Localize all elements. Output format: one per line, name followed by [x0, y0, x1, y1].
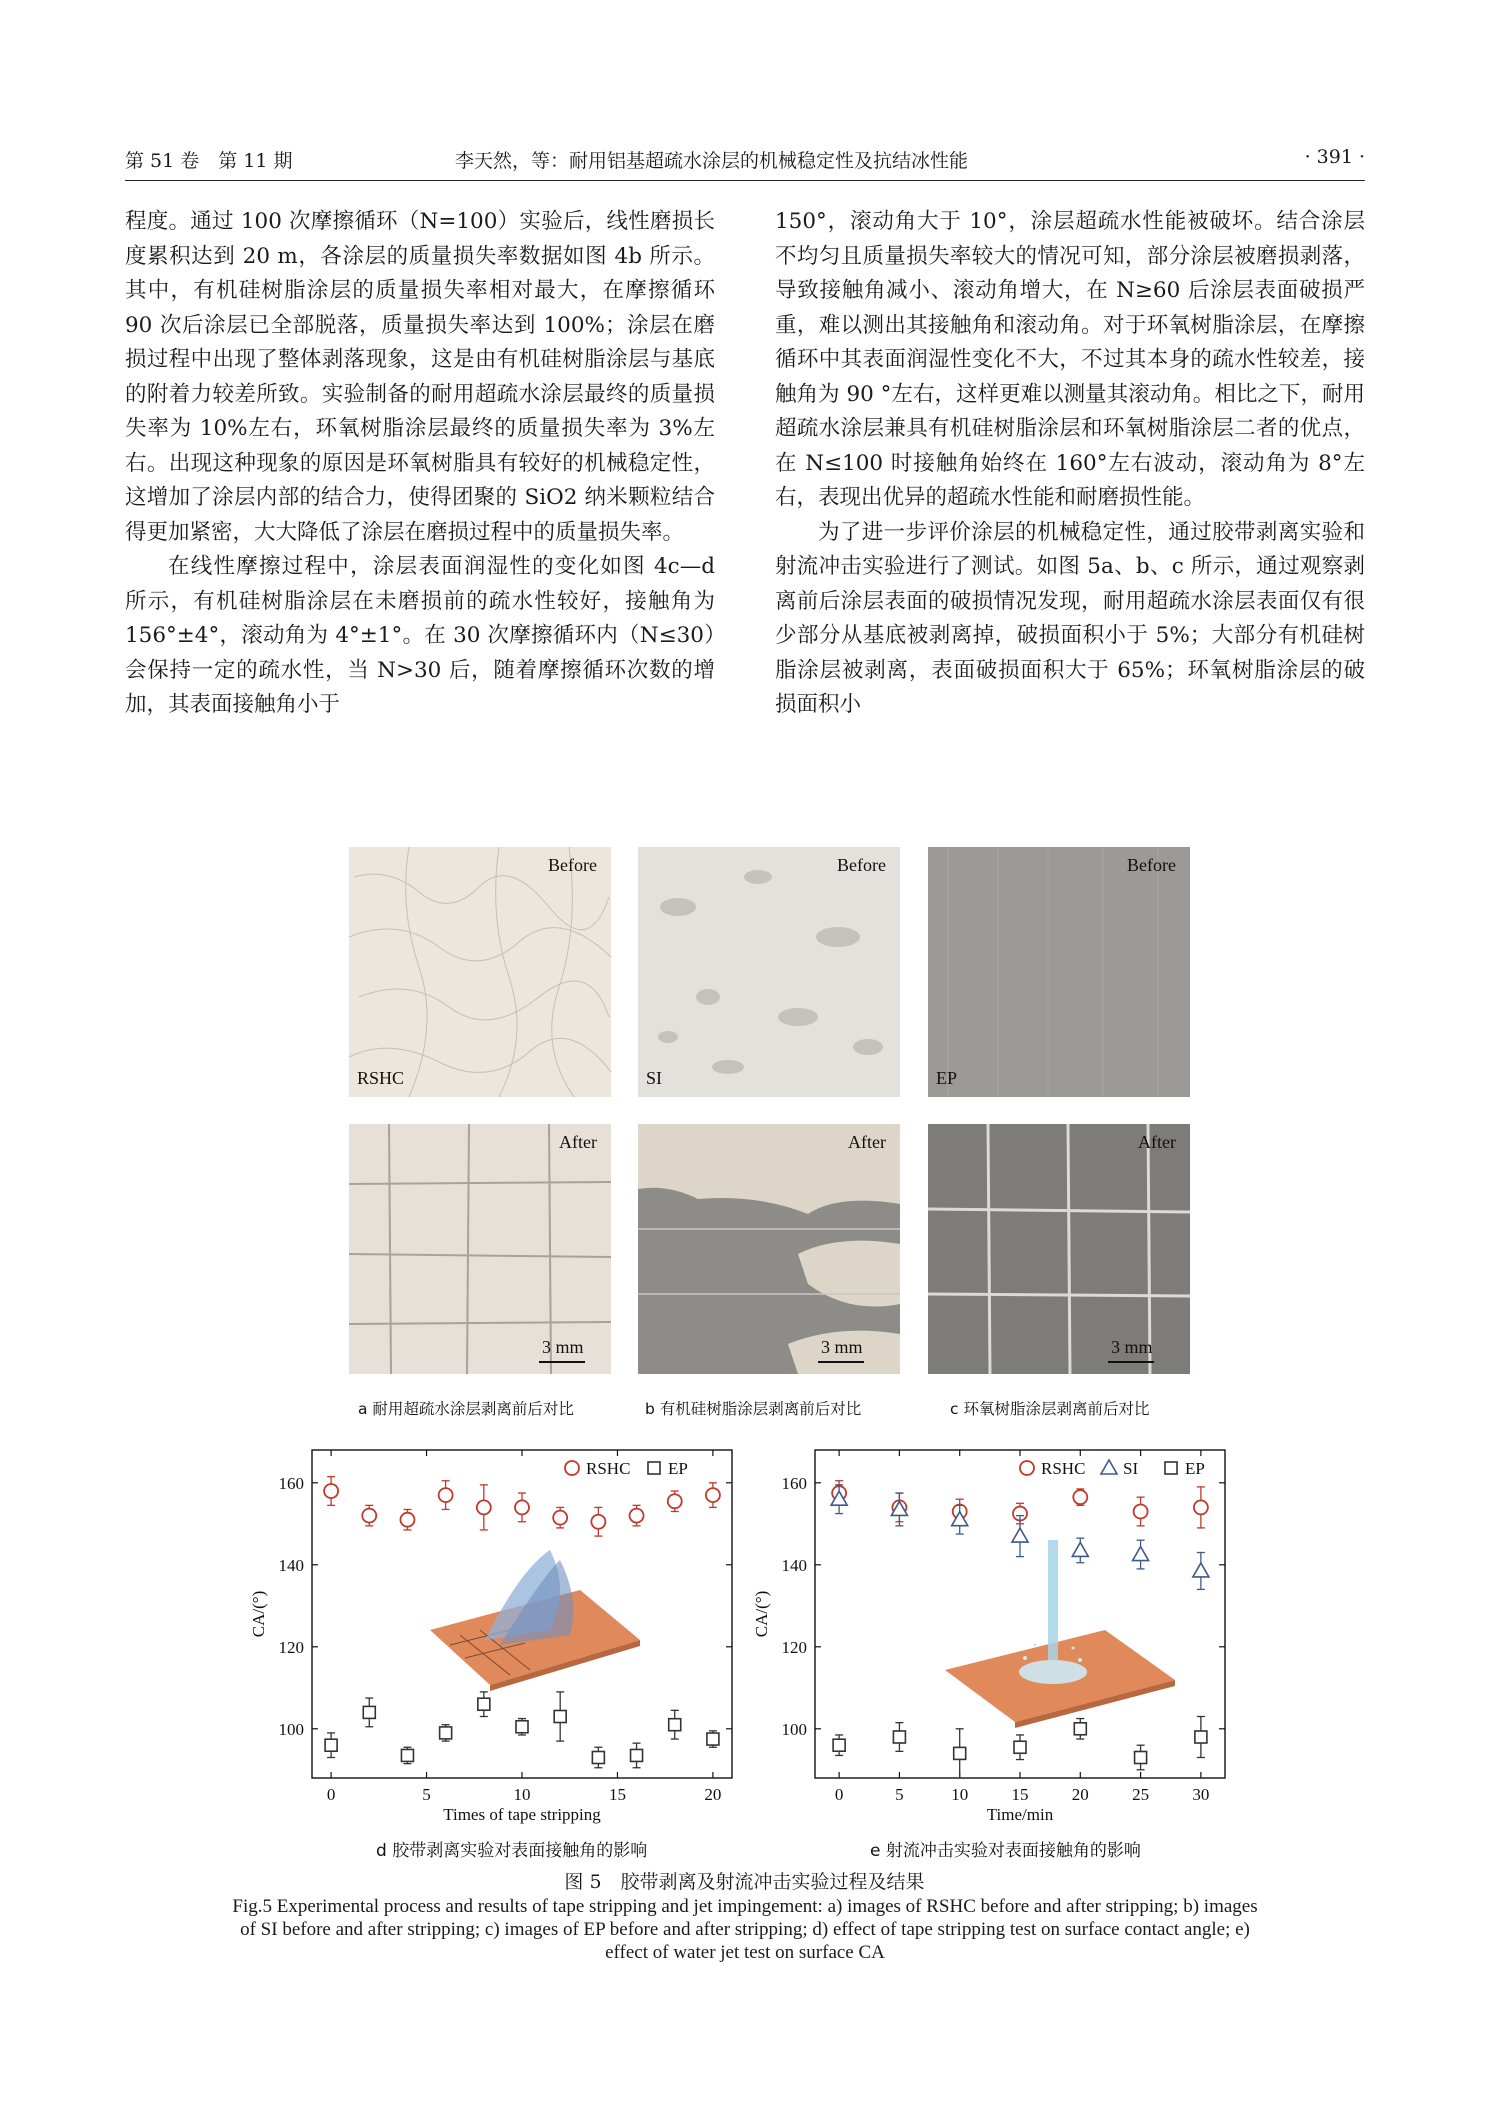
data-point: [439, 1488, 453, 1502]
data-point: [400, 1513, 414, 1527]
caption-e: e 射流冲击实验对表面接触角的影响: [870, 1841, 1141, 1861]
sample-label: SI: [646, 1068, 663, 1088]
y-tick-label: 160: [781, 1473, 807, 1493]
data-point: [1194, 1500, 1208, 1514]
rshc-after-image: [349, 1124, 611, 1374]
caption-a: a 耐用超疏水涂层剥离前后对比: [358, 1400, 574, 1418]
y-axis-label: CA/(°): [249, 1590, 268, 1638]
chart-d: [250, 1430, 750, 1840]
y-tick-label: 100: [278, 1719, 304, 1739]
series-ep: [325, 1692, 719, 1768]
x-tick-label: 15: [608, 1785, 626, 1804]
ep-after-image: [928, 1124, 1190, 1374]
data-point: [553, 1511, 567, 1525]
x-tick-label: 25: [1132, 1785, 1150, 1804]
data-point: [631, 1749, 643, 1761]
x-tick-label: 10: [951, 1785, 969, 1804]
tape-stripping-schematic: [430, 1550, 640, 1691]
data-point: [477, 1500, 491, 1514]
rshc-before-image: [349, 847, 611, 1097]
caption-b: b 有机硅树脂涂层剥离前后对比: [645, 1400, 862, 1418]
data-point: [1101, 1460, 1117, 1474]
data-point: [1074, 1723, 1086, 1735]
legend-label: SI: [1123, 1459, 1139, 1478]
right-column: [775, 205, 1365, 723]
data-point: [1165, 1462, 1177, 1474]
data-point: [1020, 1461, 1034, 1475]
x-tick-label: 15: [1011, 1785, 1029, 1804]
data-point: [707, 1733, 719, 1745]
y-axis-label: CA/(°): [752, 1590, 771, 1638]
data-point: [401, 1749, 413, 1761]
data-point: [363, 1706, 375, 1718]
header-volume: 第 51 卷 第 11 期: [125, 150, 293, 172]
data-point: [515, 1500, 529, 1514]
data-point: [1014, 1741, 1026, 1753]
chart-e: [752, 1430, 1235, 1840]
data-point: [592, 1752, 604, 1764]
caption-d: d 胶带剥离实验对表面接触角的影响: [376, 1841, 648, 1861]
data-point: [893, 1731, 905, 1743]
data-point: [1193, 1563, 1209, 1577]
before-label: Before: [837, 855, 886, 875]
x-tick-label: 0: [326, 1785, 336, 1804]
before-label: Before: [548, 855, 597, 875]
header-page-number: · 391 ·: [1304, 146, 1365, 168]
scale-bar-label: 3 mm: [1111, 1337, 1153, 1357]
data-point: [478, 1698, 490, 1710]
si-after-image: [638, 1124, 900, 1374]
data-point: [1134, 1505, 1148, 1519]
header-title: 李天然，等：耐用铝基超疏水涂层的机械稳定性及抗结冰性能: [455, 150, 969, 172]
data-point: [668, 1494, 682, 1508]
data-point: [630, 1509, 644, 1523]
y-tick-label: 140: [781, 1555, 807, 1575]
data-point: [1073, 1490, 1087, 1504]
y-tick-label: 120: [278, 1637, 304, 1657]
y-tick-label: 140: [278, 1555, 304, 1575]
running-header: [125, 146, 1365, 176]
caption-c: c 环氧树脂涂层剥离前后对比: [950, 1400, 1150, 1418]
y-tick-label: 100: [781, 1719, 807, 1739]
series-si: [831, 1485, 1209, 1590]
data-point: [954, 1747, 966, 1759]
data-point: [440, 1727, 452, 1739]
scale-bar-label: 3 mm: [821, 1337, 863, 1357]
legend-label: RSHC: [586, 1459, 631, 1478]
figure-caption-en: Fig.5 Experimental process and results of tape stripping and jet impingement: a) images of RSHC before and after stripping; b) images of SI before and after stripping; c) images of EP before and after stripping; d) effect of tape stripping test on surface contact angle; e) effect of water jet test on surface CA: [232, 1896, 1258, 1963]
data-point: [1072, 1542, 1088, 1556]
paragraph: 150°，滚动角大于 10°，涂层超疏水性能被破坏。结合涂层不均匀且质量损失率较大的情况可知，部分涂层被磨损剥落，导致接触角减小、滚动角增大，在 N≥60 后涂层表面破损严重，难以测出其接触角和滚动角。对于环氧树脂涂层，在摩擦循环中其表面润湿性变化不大，不过其本身的疏水性较差，接触角为 90 °左右，这样更难以测量其滚动角。相比之下，耐用超疏水涂层兼具有机硅树脂涂层和环氧树脂涂层二者的优点，在 N≤100 时接触角始终在 160°左右波动，滚动角为 8°左右，表现出优异的超疏水性能和耐磨损性能。: [775, 209, 1365, 510]
data-point: [591, 1515, 605, 1529]
x-tick-label: 30: [1192, 1785, 1210, 1804]
x-axis-label: Times of tape stripping: [443, 1805, 601, 1824]
paragraph: 为了进一步评价涂层的机械稳定性，通过胶带剥离实验和射流冲击实验进行了测试。如图 5a、b、c 所示，通过观察剥离前后涂层表面的破损情况发现，耐用超疏水涂层表面仅有很少部分从基底被剥离掉，破损面积小于 5%；大部分有机硅树脂涂层被剥离，表面破损面积大于 65%；环氧树脂涂层的破损面积小: [775, 519, 1365, 717]
data-point: [1135, 1752, 1147, 1764]
series-rshc: [324, 1477, 720, 1536]
left-column: [125, 205, 715, 723]
x-tick-label: 5: [895, 1785, 904, 1804]
x-axis-label: Time/min: [986, 1805, 1054, 1824]
scale-bar-label: 3 mm: [542, 1337, 584, 1357]
legend-label: RSHC: [1041, 1459, 1086, 1478]
data-point: [324, 1484, 338, 1498]
x-tick-label: 20: [704, 1785, 722, 1804]
si-before-image: [638, 847, 900, 1097]
paragraph: 程度。通过 100 次摩擦循环（N=100）实验后，线性磨损长度累积达到 20 m，各涂层的质量损失率数据如图 4b 所示。其中，有机硅树脂涂层的质量损失率相对最大，在摩擦循环 90 次后涂层已全部脱落，质量损失率达到 100%；涂层在磨损过程中出现了整体剥落现象，这是由有机硅树脂涂层与基底的附着力较差所致。实验制备的耐用超疏水涂层最终的质量损失率为 10%左右，环氧树脂涂层最终的质量损失率为 3%左右。出现这种现象的原因是环氧树脂具有较好的机械稳定性，这增加了涂层内部的结合力，使得团聚的 SiO2 纳米颗粒结合得更加紧密，大大降低了涂层在磨损过程中的质量损失率。: [125, 209, 715, 545]
legend-label: EP: [668, 1459, 688, 1478]
data-point: [1133, 1547, 1149, 1561]
after-label: After: [559, 1132, 597, 1152]
x-tick-label: 5: [422, 1785, 431, 1804]
after-label: After: [1138, 1132, 1176, 1152]
after-label: After: [848, 1132, 886, 1152]
sample-label: EP: [936, 1068, 958, 1088]
data-point: [706, 1488, 720, 1502]
data-point: [669, 1719, 681, 1731]
data-point: [1195, 1731, 1207, 1743]
paragraph: 在线性摩擦过程中，涂层表面润湿性的变化如图 4c—d 所示，有机硅树脂涂层在未磨损前的疏水性较好，接触角为 156°±4°，滚动角为 4°±1°。在 30 次摩擦循环内（N≤30）会保持一定的疏水性，当 N>30 后，随着摩擦循环次数的增加，其表面接触角小于: [125, 554, 715, 717]
data-point: [516, 1721, 528, 1733]
data-point: [362, 1509, 376, 1523]
figure-title: 图 5 胶带剥离及射流冲击实验过程及结果: [564, 1871, 925, 1893]
legend-label: EP: [1185, 1459, 1205, 1478]
y-tick-label: 120: [781, 1637, 807, 1657]
data-point: [554, 1711, 566, 1723]
sample-label: RSHC: [357, 1068, 405, 1088]
data-point: [325, 1739, 337, 1751]
data-point: [648, 1462, 660, 1474]
y-tick-label: 160: [278, 1473, 304, 1493]
x-tick-label: 20: [1071, 1785, 1089, 1804]
plot-frame: [815, 1450, 1225, 1778]
ep-before-image: [928, 847, 1190, 1097]
x-tick-label: 0: [834, 1785, 844, 1804]
header-rule: [125, 180, 1365, 181]
data-point: [565, 1461, 579, 1475]
data-point: [833, 1739, 845, 1751]
before-label: Before: [1127, 855, 1176, 875]
data-point: [1012, 1528, 1028, 1542]
x-tick-label: 10: [513, 1785, 531, 1804]
